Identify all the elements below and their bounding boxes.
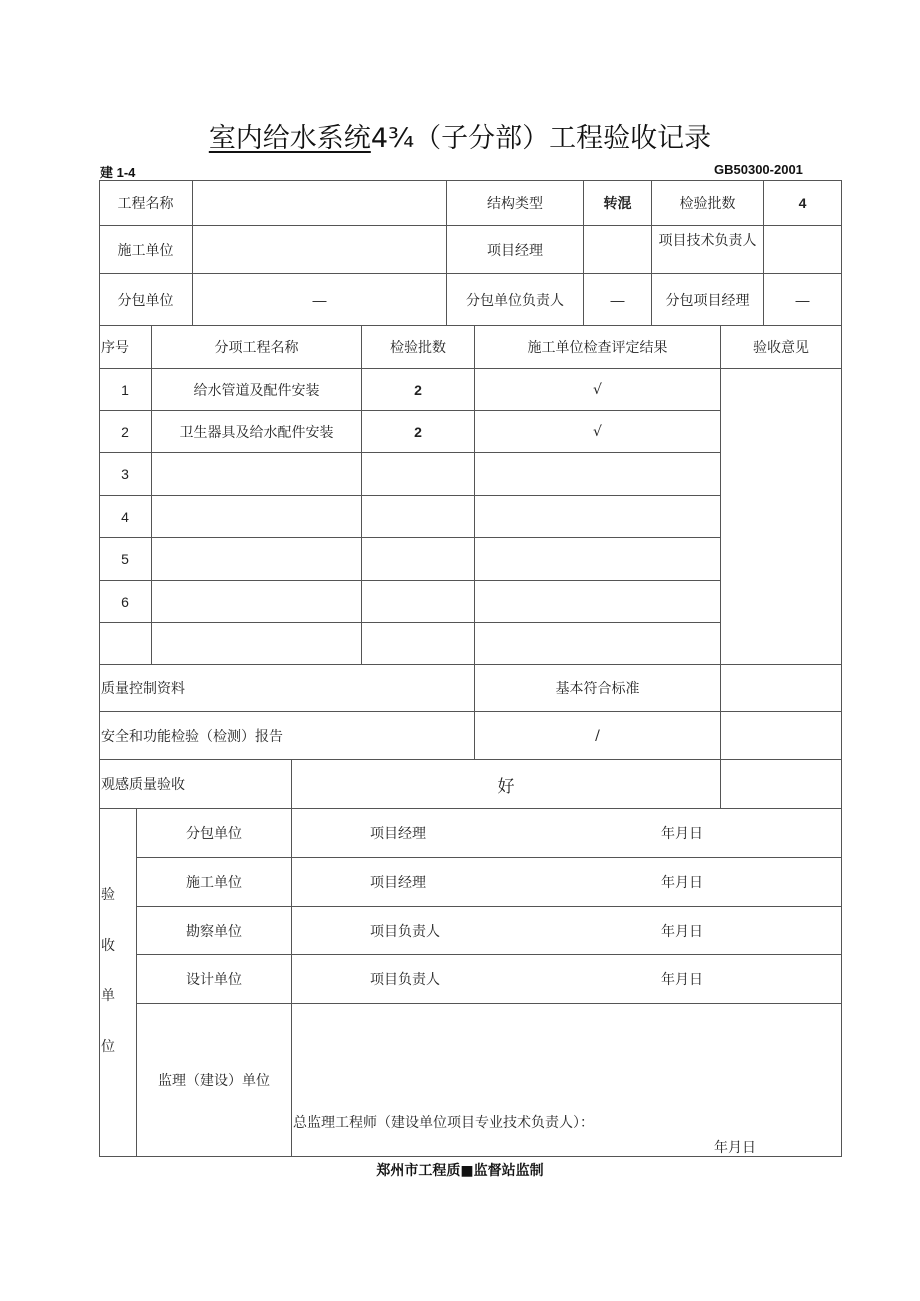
unit-design-sign-row[interactable] <box>292 955 842 1004</box>
title-subject: 室内给水系统 <box>208 123 371 154</box>
unit-subcontract-date: 年月日 <box>661 826 703 842</box>
group-char-1: 验 <box>101 887 115 903</box>
unit-construction-label: 施工单位 <box>137 858 292 907</box>
unit-survey-sign-row[interactable] <box>292 907 842 955</box>
row-6-name[interactable] <box>152 581 362 623</box>
standard-code: GB50300-2001 <box>714 162 803 177</box>
batch-count-label: 检验批数 <box>652 180 764 226</box>
row-5-no: 5 <box>99 538 152 581</box>
qc-docs-value[interactable]: 基本符合标准 <box>475 665 721 712</box>
structure-type-label: 结构类型 <box>447 180 584 226</box>
row-3-no: 3 <box>99 453 152 496</box>
group-char-3: 单 <box>101 988 115 1005</box>
unit-subcontract-label: 分包单位 <box>137 809 292 858</box>
acceptance-units-vertical-label <box>101 884 115 1056</box>
row-7-no <box>99 623 152 665</box>
subcontract-lead-label: 分包单位负责人 <box>447 274 584 326</box>
acceptance-opinion-field[interactable] <box>721 369 842 665</box>
row-1-name[interactable]: 给水管道及配件安装 <box>152 369 362 411</box>
unit-supervision-label: 监理（建设）单位 <box>137 1004 292 1157</box>
row-7-name[interactable] <box>152 623 362 665</box>
subcontract-unit-field[interactable]: — <box>193 274 447 326</box>
structure-type-value[interactable]: 转混 <box>584 180 652 226</box>
row-5-name[interactable] <box>152 538 362 581</box>
col-header-item-name: 分项工程名称 <box>152 326 362 369</box>
safety-report-value[interactable]: / <box>475 712 721 760</box>
row-4-name[interactable] <box>152 496 362 538</box>
safety-report-opinion[interactable] <box>721 712 842 760</box>
construction-unit-field[interactable] <box>193 226 447 274</box>
unit-supervision-sign-area[interactable] <box>292 1004 842 1157</box>
row-6-no: 6 <box>99 581 152 623</box>
row-3-result[interactable] <box>475 453 721 496</box>
row-3-batches[interactable] <box>362 453 475 496</box>
unit-subcontract-role: 项目经理 <box>370 826 426 842</box>
row-1-result[interactable]: √ <box>475 369 721 411</box>
visual-quality-value[interactable]: 好 <box>292 760 721 809</box>
unit-survey-label: 勘察单位 <box>137 907 292 955</box>
row-7-result[interactable] <box>475 623 721 665</box>
visual-quality-opinion[interactable] <box>721 760 842 809</box>
unit-construction-date: 年月日 <box>661 875 703 891</box>
technical-lead-label: 项目技术负责人 <box>652 226 764 274</box>
qc-docs-label: 质量控制资料 <box>99 665 475 712</box>
title-rest: （子分部）工程验收记录 <box>414 123 712 154</box>
issuer-footer: 郑州市工程质■监督站监制 <box>376 1163 544 1179</box>
unit-construction-sign-row[interactable] <box>292 858 842 907</box>
batch-count-value[interactable]: 4 <box>764 180 842 226</box>
subcontract-pm-label: 分包项目经理 <box>652 274 764 326</box>
supervision-date: 年月日 <box>714 1140 756 1156</box>
group-char-2: 收 <box>101 937 115 954</box>
project-manager-label: 项目经理 <box>447 226 584 274</box>
form-code: 建 1-4 <box>100 165 136 180</box>
row-2-result[interactable]: √ <box>475 411 721 453</box>
row-7-batches[interactable] <box>362 623 475 665</box>
qc-docs-opinion[interactable] <box>721 665 842 712</box>
col-header-no: 序号 <box>99 326 152 369</box>
project-manager-field[interactable] <box>584 226 652 274</box>
technical-lead-field[interactable] <box>764 226 842 274</box>
subcontract-lead-field[interactable]: — <box>584 274 652 326</box>
project-name-label: 工程名称 <box>99 180 193 226</box>
visual-quality-label: 观感质量验收 <box>99 760 292 809</box>
row-6-batches[interactable] <box>362 581 475 623</box>
row-2-name[interactable]: 卫生器具及给水配件安装 <box>152 411 362 453</box>
row-1-batches[interactable]: 2 <box>362 369 475 411</box>
row-2-no: 2 <box>99 411 152 453</box>
subcontract-unit-label: 分包单位 <box>99 274 193 326</box>
unit-survey-date: 年月日 <box>661 923 703 940</box>
supervision-signer-note: 总监理工程师（建设单位项目专业技术负责人）： <box>293 1115 594 1131</box>
project-name-field[interactable] <box>193 180 447 226</box>
row-4-batches[interactable] <box>362 496 475 538</box>
row-4-result[interactable] <box>475 496 721 538</box>
title-fraction: 4¾ <box>370 123 415 154</box>
subcontract-pm-field[interactable]: — <box>764 274 842 326</box>
unit-design-role: 项目负责人 <box>370 972 440 988</box>
unit-design-date: 年月日 <box>661 972 703 988</box>
row-2-batches[interactable]: 2 <box>362 411 475 453</box>
construction-unit-label: 施工单位 <box>99 226 193 274</box>
col-header-result: 施工单位检查评定结果 <box>475 326 721 369</box>
row-5-batches[interactable] <box>362 538 475 581</box>
unit-subcontract-sign-row[interactable] <box>292 809 842 858</box>
unit-survey-role: 项目负责人 <box>370 923 440 940</box>
unit-design-label: 设计单位 <box>137 955 292 1004</box>
safety-report-label: 安全和功能检验（检测）报告 <box>99 712 475 760</box>
row-1-no: 1 <box>99 369 152 411</box>
row-4-no: 4 <box>99 496 152 538</box>
unit-construction-role: 项目经理 <box>370 875 426 891</box>
row-5-result[interactable] <box>475 538 721 581</box>
col-header-opinion: 验收意见 <box>721 326 842 369</box>
group-char-4: 位 <box>101 1038 115 1055</box>
row-3-name[interactable] <box>152 453 362 496</box>
row-6-result[interactable] <box>475 581 721 623</box>
page-title <box>0 116 920 155</box>
col-header-batches: 检验批数 <box>362 326 475 369</box>
